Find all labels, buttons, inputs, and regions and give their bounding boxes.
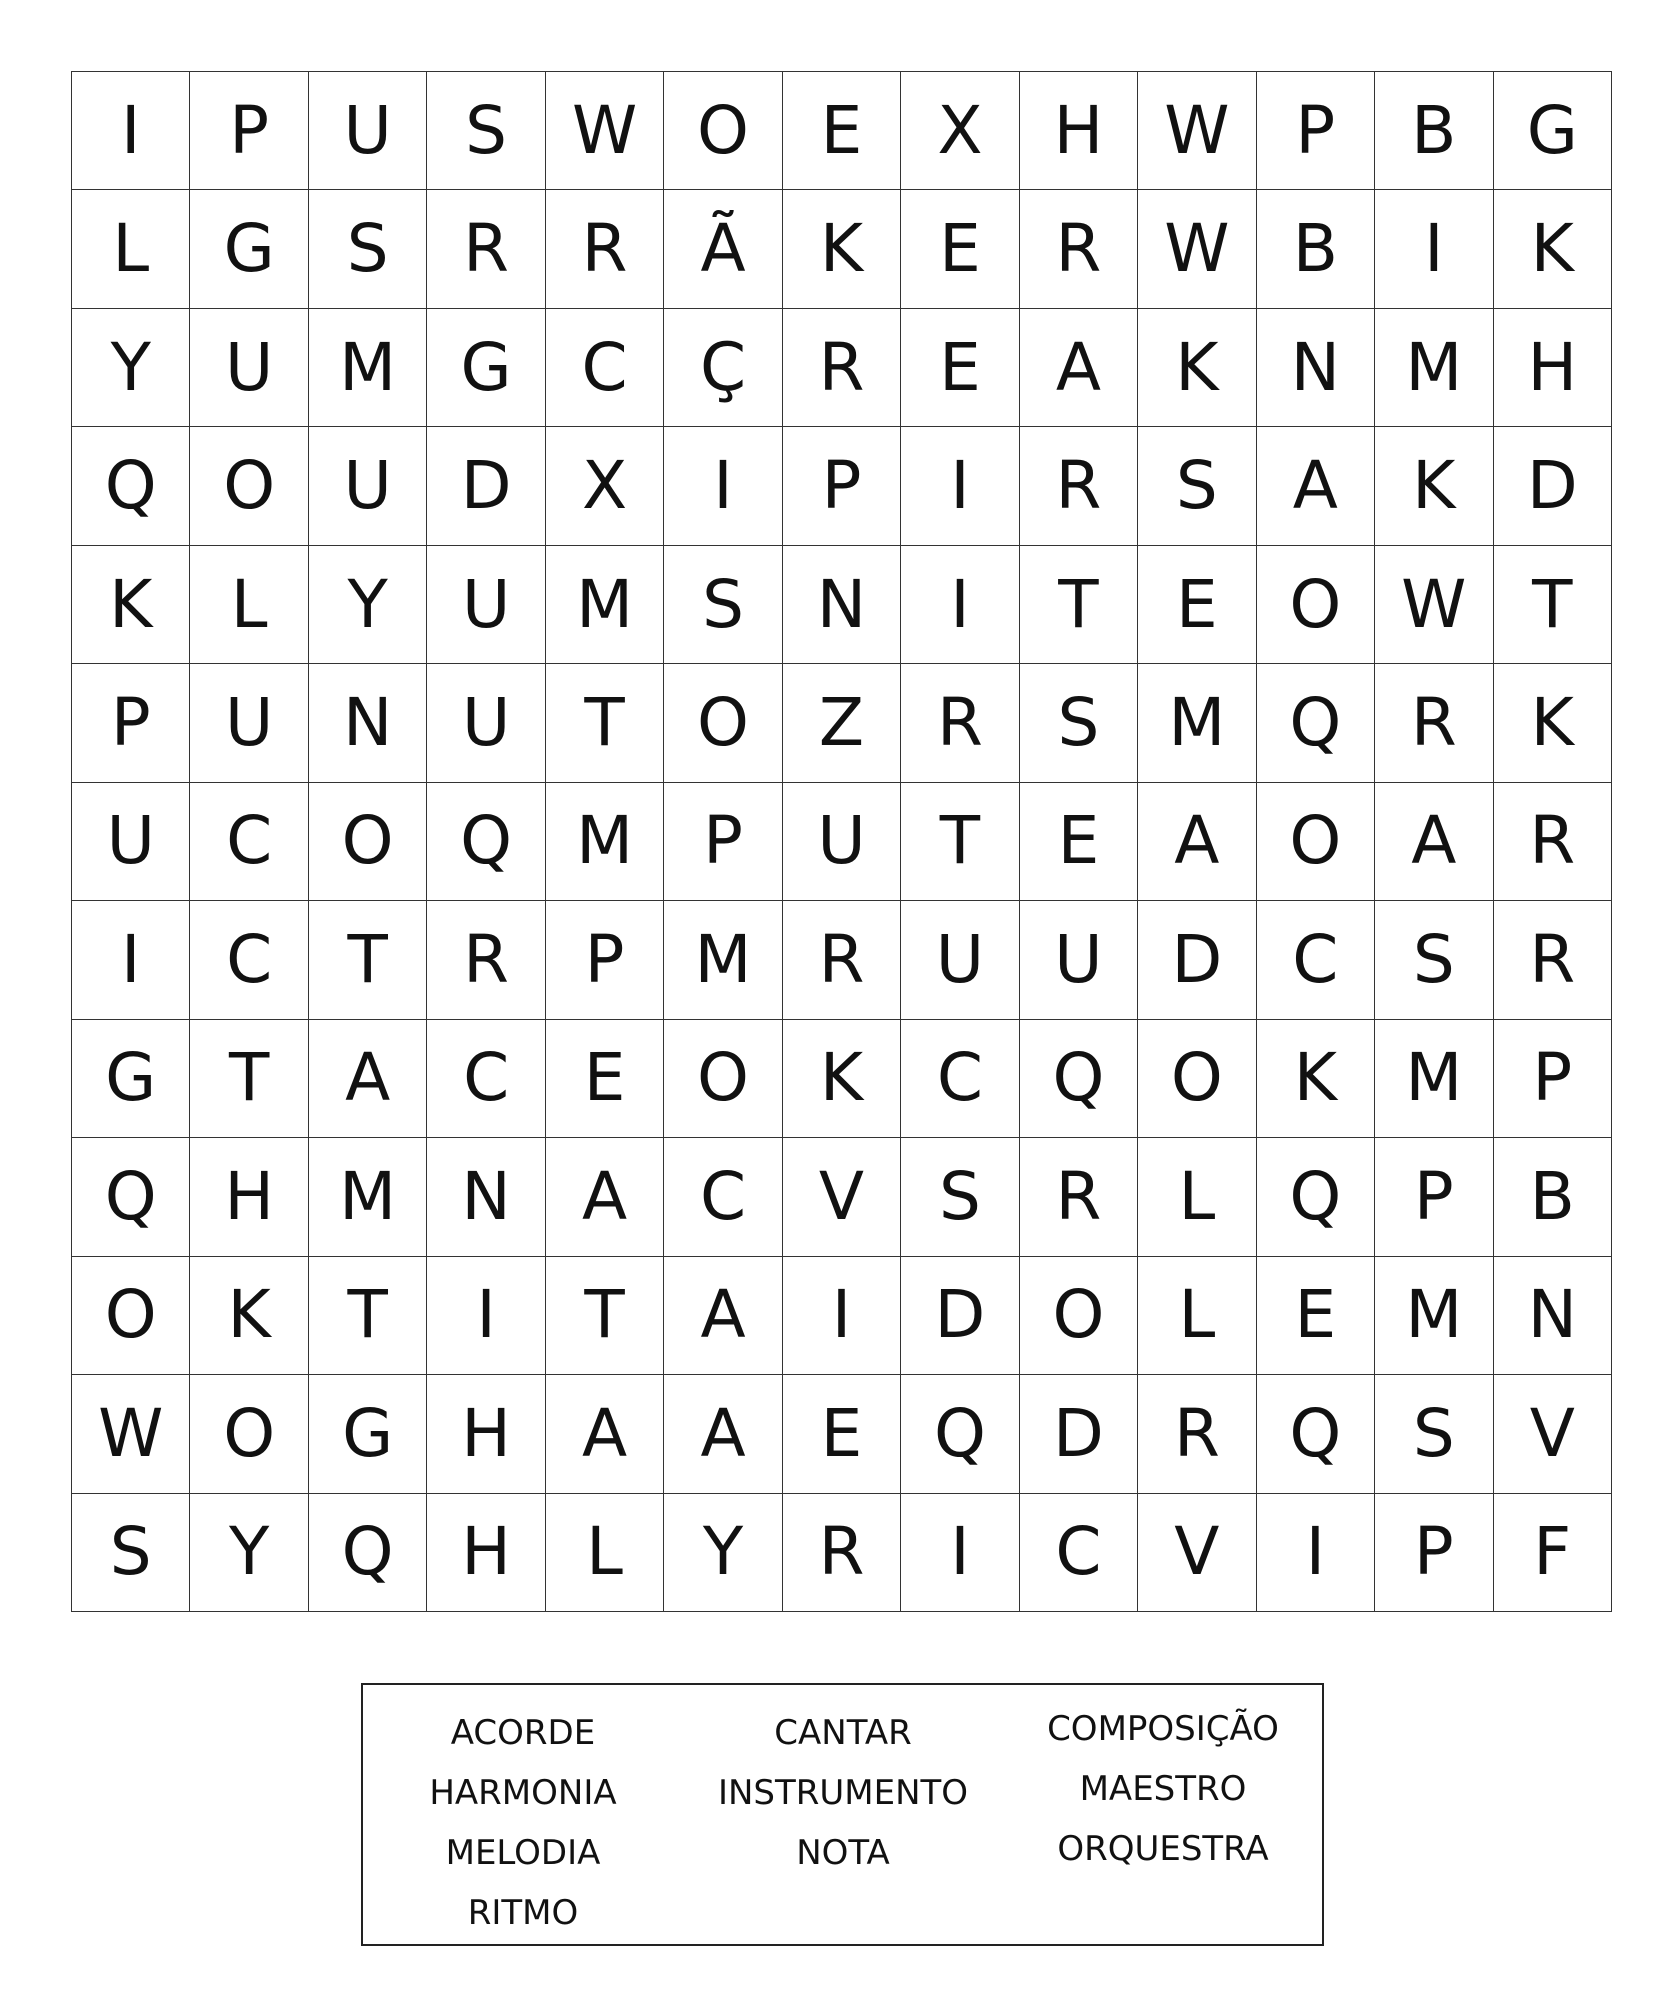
- grid-cell[interactable]: E: [783, 72, 901, 190]
- grid-cell[interactable]: C: [1020, 1494, 1138, 1612]
- grid-cell[interactable]: T: [309, 901, 427, 1019]
- word-orquestra: ORQUESTRA: [1057, 1829, 1269, 1869]
- grid-cell[interactable]: I: [783, 1257, 901, 1375]
- grid-cell[interactable]: P: [546, 901, 664, 1019]
- grid-cell[interactable]: T: [901, 783, 1019, 901]
- grid-cell[interactable]: A: [546, 1138, 664, 1256]
- grid-cell[interactable]: E: [1020, 783, 1138, 901]
- grid-cell[interactable]: P: [72, 664, 190, 782]
- grid-cell[interactable]: X: [546, 427, 664, 545]
- grid-cell[interactable]: O: [1257, 546, 1375, 664]
- grid-cell[interactable]: N: [783, 546, 901, 664]
- grid-cell[interactable]: R: [783, 1494, 901, 1612]
- grid-cell[interactable]: W: [72, 1375, 190, 1493]
- grid-cell[interactable]: L: [72, 190, 190, 308]
- grid-cell[interactable]: O: [72, 1257, 190, 1375]
- grid-cell[interactable]: C: [664, 1138, 782, 1256]
- grid-cell[interactable]: C: [190, 783, 308, 901]
- grid-cell[interactable]: T: [546, 664, 664, 782]
- grid-cell[interactable]: A: [1257, 427, 1375, 545]
- grid-cell[interactable]: O: [1257, 783, 1375, 901]
- grid-cell[interactable]: C: [546, 309, 664, 427]
- grid-cell[interactable]: D: [1020, 1375, 1138, 1493]
- grid-cell[interactable]: P: [664, 783, 782, 901]
- grid-cell[interactable]: N: [1257, 309, 1375, 427]
- word-cantar: CANTAR: [774, 1713, 912, 1753]
- grid-cell[interactable]: B: [1494, 1138, 1612, 1256]
- word-melodia: MELODIA: [445, 1833, 601, 1873]
- grid-cell[interactable]: G: [309, 1375, 427, 1493]
- grid-cell[interactable]: M: [309, 309, 427, 427]
- grid-cell[interactable]: L: [190, 546, 308, 664]
- word-ritmo: RITMO: [467, 1893, 579, 1933]
- grid-cell[interactable]: T: [546, 1257, 664, 1375]
- grid-cell[interactable]: R: [783, 901, 901, 1019]
- grid-cell[interactable]: Y: [190, 1494, 308, 1612]
- grid-cell[interactable]: O: [1138, 1020, 1256, 1138]
- grid-cell[interactable]: M: [546, 783, 664, 901]
- grid-cell[interactable]: M: [546, 546, 664, 664]
- grid-cell[interactable]: W: [1375, 546, 1493, 664]
- grid-cell[interactable]: O: [309, 783, 427, 901]
- grid-cell[interactable]: M: [1375, 1020, 1493, 1138]
- grid-cell[interactable]: H: [190, 1138, 308, 1256]
- grid-cell[interactable]: D: [1138, 901, 1256, 1019]
- grid-cell[interactable]: A: [664, 1375, 782, 1493]
- grid-cell[interactable]: K: [1257, 1020, 1375, 1138]
- grid-cell[interactable]: S: [901, 1138, 1019, 1256]
- grid-cell[interactable]: K: [1138, 309, 1256, 427]
- grid-cell[interactable]: I: [1375, 190, 1493, 308]
- grid-cell[interactable]: R: [1375, 664, 1493, 782]
- grid-cell[interactable]: U: [190, 664, 308, 782]
- grid-cell[interactable]: I: [901, 1494, 1019, 1612]
- grid-cell[interactable]: V: [1494, 1375, 1612, 1493]
- grid-cell[interactable]: P: [1375, 1138, 1493, 1256]
- grid-cell[interactable]: P: [1257, 72, 1375, 190]
- grid-cell[interactable]: U: [309, 72, 427, 190]
- grid-cell[interactable]: Q: [1020, 1020, 1138, 1138]
- grid-cell[interactable]: I: [427, 1257, 545, 1375]
- grid-cell[interactable]: D: [901, 1257, 1019, 1375]
- grid-cell[interactable]: U: [901, 901, 1019, 1019]
- grid-cell[interactable]: Ã: [664, 190, 782, 308]
- grid-cell[interactable]: B: [1375, 72, 1493, 190]
- grid-cell[interactable]: R: [1494, 901, 1612, 1019]
- word-nota: NOTA: [796, 1833, 890, 1873]
- grid-cell[interactable]: T: [309, 1257, 427, 1375]
- grid-cell[interactable]: V: [1138, 1494, 1256, 1612]
- grid-cell[interactable]: U: [783, 783, 901, 901]
- grid-cell[interactable]: Q: [1257, 1375, 1375, 1493]
- grid-cell[interactable]: M: [1138, 664, 1256, 782]
- grid-cell[interactable]: Q: [72, 427, 190, 545]
- grid-cell[interactable]: O: [1020, 1257, 1138, 1375]
- grid-cell[interactable]: K: [1494, 664, 1612, 782]
- grid-cell[interactable]: U: [309, 427, 427, 545]
- grid-cell[interactable]: C: [901, 1020, 1019, 1138]
- grid-cell[interactable]: I: [664, 427, 782, 545]
- grid-cell[interactable]: D: [427, 427, 545, 545]
- grid-cell[interactable]: I: [901, 427, 1019, 545]
- grid-cell[interactable]: D: [1494, 427, 1612, 545]
- word-acorde: ACORDE: [450, 1713, 596, 1753]
- grid-cell[interactable]: U: [427, 664, 545, 782]
- grid-cell[interactable]: K: [72, 546, 190, 664]
- grid-cell[interactable]: C: [427, 1020, 545, 1138]
- grid-cell[interactable]: Ç: [664, 309, 782, 427]
- grid-cell[interactable]: I: [72, 72, 190, 190]
- word-bank-column-3: [1003, 1699, 1323, 1879]
- grid-cell[interactable]: T: [1494, 546, 1612, 664]
- grid-cell[interactable]: P: [190, 72, 308, 190]
- grid-cell[interactable]: F: [1494, 1494, 1612, 1612]
- grid-cell[interactable]: S: [1375, 901, 1493, 1019]
- grid-cell[interactable]: E: [1138, 546, 1256, 664]
- grid-cell[interactable]: O: [664, 1020, 782, 1138]
- grid-cell[interactable]: G: [1494, 72, 1612, 190]
- grid-cell[interactable]: I: [1257, 1494, 1375, 1612]
- grid-cell[interactable]: Y: [309, 546, 427, 664]
- grid-cell[interactable]: S: [309, 190, 427, 308]
- grid-cell[interactable]: E: [783, 1375, 901, 1493]
- grid-cell[interactable]: N: [309, 664, 427, 782]
- grid-cell[interactable]: R: [901, 664, 1019, 782]
- grid-cell[interactable]: C: [1257, 901, 1375, 1019]
- word-maestro: MAESTRO: [1079, 1769, 1247, 1809]
- grid-cell[interactable]: S: [1375, 1375, 1493, 1493]
- word-instrumento: INSTRUMENTO: [717, 1773, 969, 1813]
- grid-cell[interactable]: H: [1020, 72, 1138, 190]
- grid-cell[interactable]: R: [546, 190, 664, 308]
- grid-cell[interactable]: R: [427, 190, 545, 308]
- grid-cell[interactable]: Q: [901, 1375, 1019, 1493]
- grid-cell[interactable]: T: [190, 1020, 308, 1138]
- grid-cell[interactable]: M: [309, 1138, 427, 1256]
- grid-cell[interactable]: V: [783, 1138, 901, 1256]
- grid-cell[interactable]: Q: [427, 783, 545, 901]
- grid-cell[interactable]: S: [1138, 427, 1256, 545]
- grid-cell[interactable]: A: [309, 1020, 427, 1138]
- word-composicao: COMPOSIÇÃO: [1047, 1709, 1279, 1749]
- grid-cell[interactable]: L: [1138, 1257, 1256, 1375]
- grid-cell[interactable]: R: [1494, 783, 1612, 901]
- grid-cell[interactable]: P: [1375, 1494, 1493, 1612]
- grid-cell[interactable]: C: [190, 901, 308, 1019]
- grid-cell[interactable]: U: [1020, 901, 1138, 1019]
- grid-cell[interactable]: S: [72, 1494, 190, 1612]
- grid-cell[interactable]: Q: [309, 1494, 427, 1612]
- grid-cell[interactable]: R: [1020, 1138, 1138, 1256]
- grid-cell[interactable]: B: [1257, 190, 1375, 308]
- grid-cell[interactable]: Y: [72, 309, 190, 427]
- grid-cell[interactable]: O: [190, 427, 308, 545]
- grid-cell[interactable]: M: [1375, 1257, 1493, 1375]
- grid-cell[interactable]: E: [1257, 1257, 1375, 1375]
- grid-cell[interactable]: W: [1138, 72, 1256, 190]
- grid-cell[interactable]: K: [1494, 190, 1612, 308]
- word-bank: [361, 1683, 1324, 1946]
- grid-cell[interactable]: Q: [1257, 664, 1375, 782]
- grid-cell[interactable]: A: [1375, 783, 1493, 901]
- grid-cell[interactable]: R: [1020, 427, 1138, 545]
- grid-cell[interactable]: I: [72, 901, 190, 1019]
- grid-cell[interactable]: R: [1138, 1375, 1256, 1493]
- grid-cell[interactable]: H: [427, 1494, 545, 1612]
- grid-cell[interactable]: S: [1020, 664, 1138, 782]
- grid-cell[interactable]: E: [901, 309, 1019, 427]
- word-bank-column-1: [363, 1703, 683, 1943]
- grid-cell[interactable]: G: [72, 1020, 190, 1138]
- grid-cell[interactable]: O: [190, 1375, 308, 1493]
- grid-cell[interactable]: S: [664, 546, 782, 664]
- grid-cell[interactable]: N: [427, 1138, 545, 1256]
- grid-cell[interactable]: L: [1138, 1138, 1256, 1256]
- grid-cell[interactable]: P: [1494, 1020, 1612, 1138]
- grid-cell[interactable]: A: [1020, 309, 1138, 427]
- grid-cell[interactable]: K: [190, 1257, 308, 1375]
- grid-cell[interactable]: Z: [783, 664, 901, 782]
- grid-cell[interactable]: Q: [1257, 1138, 1375, 1256]
- grid-cell[interactable]: N: [1494, 1257, 1612, 1375]
- grid-cell[interactable]: K: [1375, 427, 1493, 545]
- word-bank-column-2: [683, 1703, 1003, 1883]
- grid-cell[interactable]: Y: [664, 1494, 782, 1612]
- grid-cell[interactable]: Q: [72, 1138, 190, 1256]
- grid-cell[interactable]: R: [1020, 190, 1138, 308]
- grid-cell[interactable]: G: [190, 190, 308, 308]
- grid-cell[interactable]: H: [1494, 309, 1612, 427]
- grid-cell[interactable]: A: [546, 1375, 664, 1493]
- grid-cell[interactable]: A: [664, 1257, 782, 1375]
- grid-cell[interactable]: U: [72, 783, 190, 901]
- word-harmonia: HARMONIA: [429, 1773, 617, 1813]
- grid-cell[interactable]: U: [190, 309, 308, 427]
- grid-cell[interactable]: X: [901, 72, 1019, 190]
- grid-cell[interactable]: R: [427, 901, 545, 1019]
- grid-cell[interactable]: A: [1138, 783, 1256, 901]
- grid-cell[interactable]: O: [664, 664, 782, 782]
- grid-cell[interactable]: T: [1020, 546, 1138, 664]
- grid-cell[interactable]: W: [1138, 190, 1256, 308]
- grid-cell[interactable]: G: [427, 309, 545, 427]
- grid-cell[interactable]: L: [546, 1494, 664, 1612]
- grid-cell[interactable]: M: [1375, 309, 1493, 427]
- word-search-grid: [71, 71, 1612, 1612]
- grid-cell[interactable]: M: [664, 901, 782, 1019]
- grid-cell[interactable]: I: [901, 546, 1019, 664]
- grid-cell[interactable]: U: [427, 546, 545, 664]
- grid-cell[interactable]: E: [546, 1020, 664, 1138]
- grid-cell[interactable]: E: [901, 190, 1019, 308]
- grid-cell[interactable]: O: [664, 72, 782, 190]
- grid-cell[interactable]: S: [427, 72, 545, 190]
- grid-cell[interactable]: H: [427, 1375, 545, 1493]
- grid-cell[interactable]: K: [783, 190, 901, 308]
- grid-cell[interactable]: P: [783, 427, 901, 545]
- grid-cell[interactable]: W: [546, 72, 664, 190]
- grid-cell[interactable]: R: [783, 309, 901, 427]
- grid-cell[interactable]: K: [783, 1020, 901, 1138]
